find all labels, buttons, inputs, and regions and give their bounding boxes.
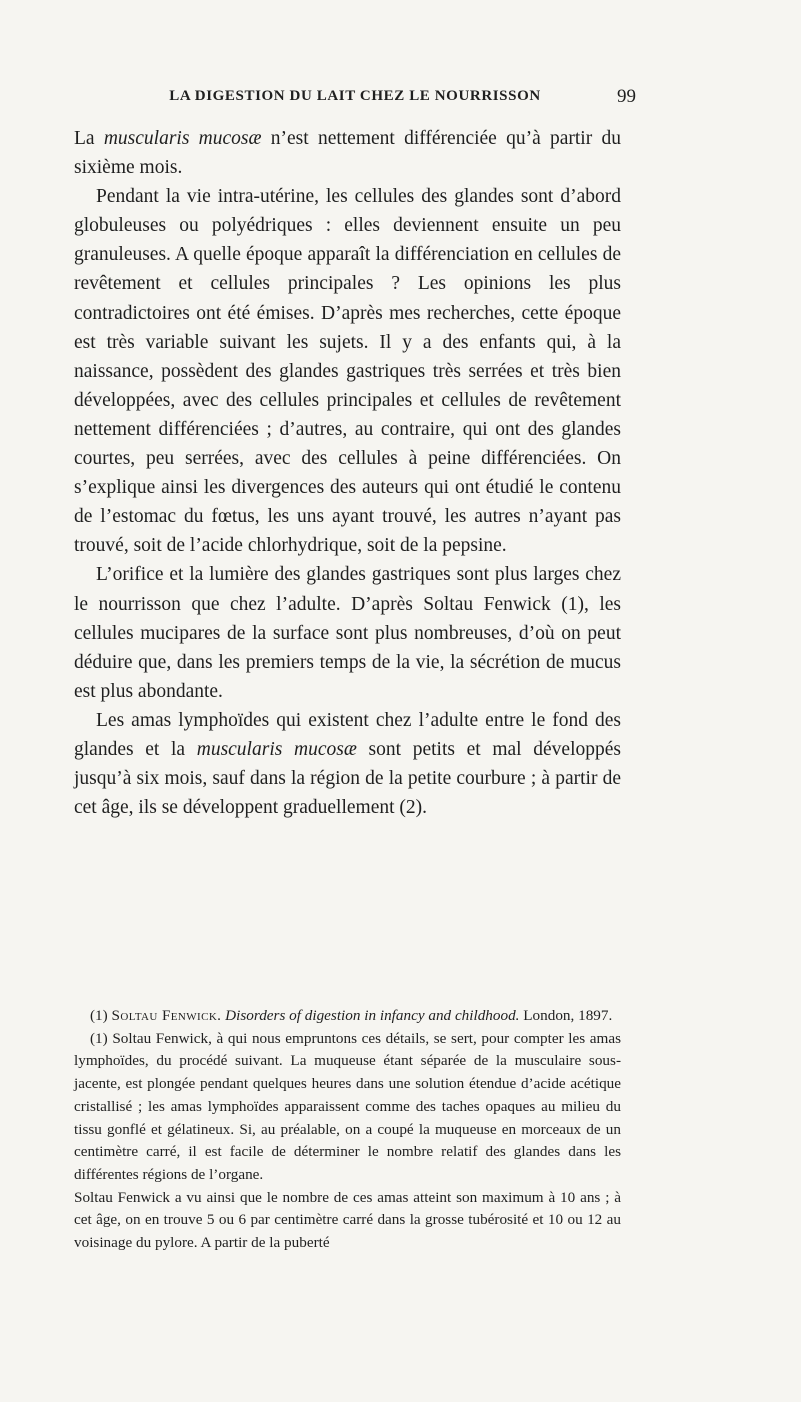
footnote-2: (1) Soltau Fenwick, à qui nous empruntons ces détails, se sert, pour compter les amas lymphoïdes, du procédé suivant. La muqueuse étant séparée de la musculaire sous-jacente, est plongée pendant quelques heures dans une solution étendue d’acide acétique cristallisé ; les amas lymphoïdes apparaissent comme des taches opaques au milieu du tissu gonflé et gélatineux. Si, au préalable, on a coupé la muqueuse en morceaux de un centimètre carré, il est facile de déterminer le nombre relatif des glandes dans les différentes régions de l’organe.: [74, 1029, 621, 1183]
footnotes: [74, 1005, 621, 1255]
footnote-2-continued: Soltau Fenwick a vu ainsi que le nombre de ces amas atteint son maximum à 10 ans ; à cet âge, on en trouve 5 ou 6 par centimètre carré dans la grosse tubérosité et 10 ou 12 au voisinage du pylore. A partir de la puberté: [74, 1188, 621, 1252]
running-title: LA DIGESTION DU LAIT CHEZ LE NOURRISSON: [169, 88, 541, 104]
p4-italic-term: muscularis mucosæ: [196, 738, 357, 760]
main-text: [74, 124, 621, 822]
page-number: 99: [617, 86, 636, 107]
paragraph-3: L’orifice et la lumière des glandes gastriques sont plus larges chez le nourrisson que chez l’adulte. D’après Soltau Fenwick (1), les cellules mucipares de la surface sont plus nombreuses, d’où on peut déduire que, dans les premiers temps de la vie, la sécrétion de mucus est plus abondante.: [74, 564, 621, 702]
footnote-1-place: London, 1897.: [519, 1007, 613, 1024]
p4-end: sont petits et mal développés jusqu’à six mois, sauf dans la région de la petite courbure ; à partir de cet âge, ils se développent graduellement (2).: [74, 738, 621, 819]
paragraph-4: [74, 706, 621, 822]
footnote-1-title: Disorders of digestion in infancy and childhood.: [221, 1007, 520, 1024]
p1-start: La: [74, 128, 104, 149]
footnote-1: [74, 1005, 621, 1028]
paragraph-2: Pendant la vie intra-utérine, les cellules des glandes sont d’abord globuleuses ou polyédriques : elles deviennent ensuite un peu granuleuses. A quelle époque apparaît la différenciation en cellules de revêtement et cellules principales ? Les opinions les plus contradictoires ont été émises. D’après mes recherches, cette époque est très variable suivant les sujets. Il y a des enfants qui, à la naissance, possèdent des glandes gastriques très serrées et très bien développées, avec des cellules principales et cellules de revêtement nettement différenciées ; d’autres, au contraire, qui ont des glandes courtes, peu serrées, avec des cellules à peine différenciées. On s’explique ainsi les divergences des auteurs qui ont étudié le contenu de l’estomac du fœtus, les uns ayant trouvé, les autres n’ayant pas trouvé, soit de l’acide chlorhydrique, soit de la pepsine.: [74, 186, 621, 557]
footnote-1-number: (1): [90, 1007, 112, 1024]
p1-italic-term: muscularis mucosæ: [103, 128, 262, 149]
p1-end: n’est nettement différenciée qu’à partir du sixième mois.: [74, 128, 621, 179]
paragraph-1: [74, 124, 621, 182]
footnote-1-author: Soltau Fenwick.: [111, 1007, 222, 1024]
p4-start: Les amas lymphoïdes qui existent chez l’adulte entre le fond des glandes et la: [74, 709, 621, 760]
